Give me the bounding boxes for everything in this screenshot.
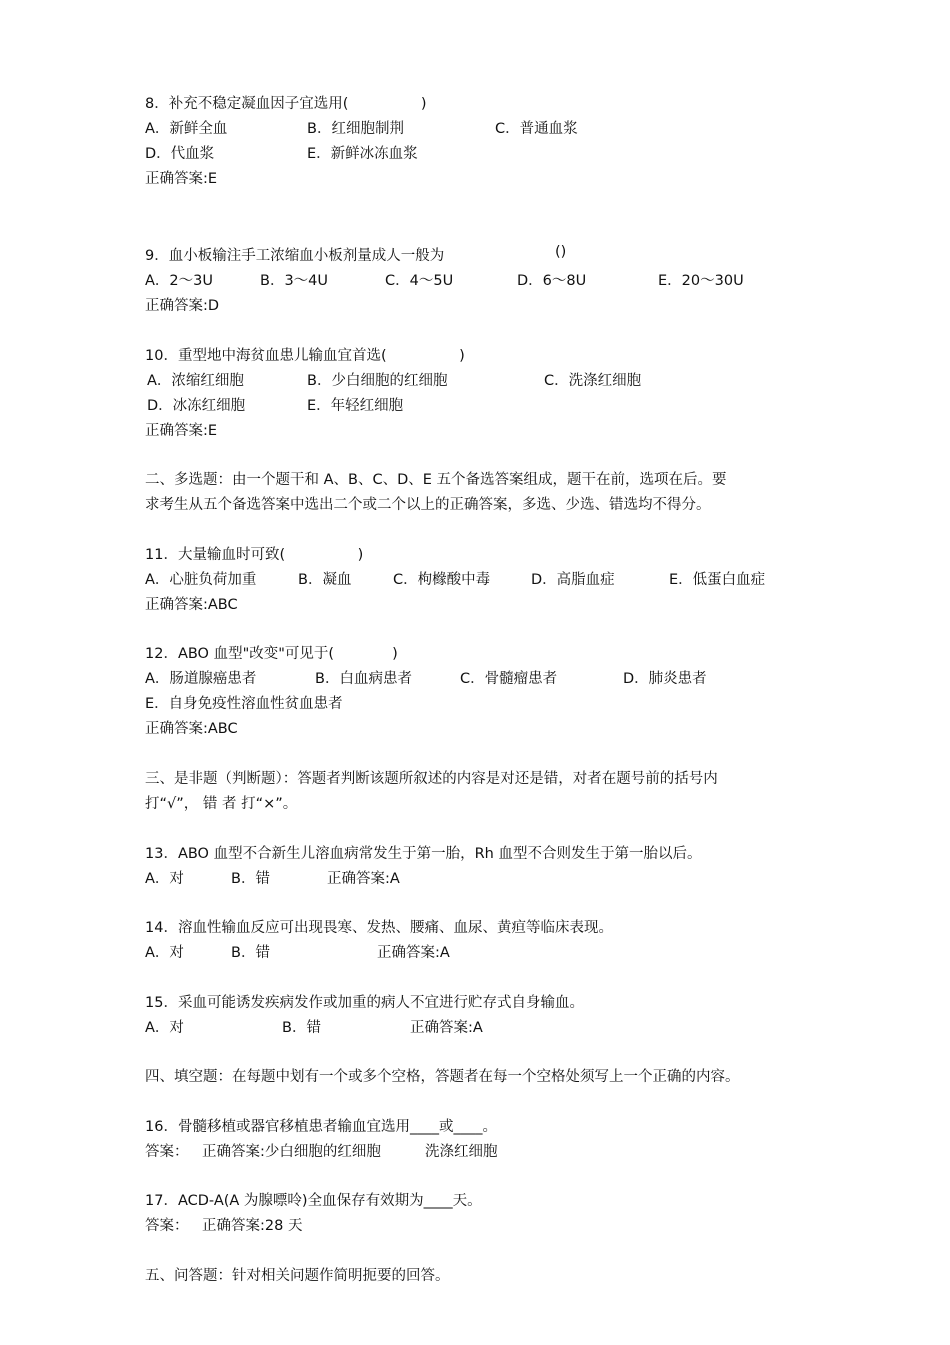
q11-option-a: A．心脏负荷加重 (145, 572, 257, 588)
section2-heading-line1: 二、多选题：由一个题干和 A、B、C、D、E 五个备选答案组成，题干在前，选项在后。要 (145, 472, 727, 488)
q13-option-b: B．错 (231, 871, 270, 887)
q17-answer-prefix: 答案： (145, 1218, 189, 1234)
q10-option-c: C．洗涤红细胞 (544, 373, 642, 389)
q11-stem: 11．大量输血时可致( ) (145, 547, 364, 563)
q17-stem: 17．ACD-A(A 为腺嘌呤)全血保存有效期为____天。 (145, 1193, 482, 1209)
q9-option-e: E．20～30U (658, 273, 744, 289)
q10-option-e: E．年轻红细胞 (307, 398, 404, 414)
q12-option-d: D．肺炎患者 (623, 671, 707, 687)
q10-answer: 正确答案:E (145, 423, 218, 439)
q12-option-c: C．骨髓瘤患者 (460, 671, 558, 687)
q9-option-c: C．4～5U (385, 273, 454, 289)
q9-paren: () (555, 244, 567, 260)
section3-heading-line1: 三、是非题（判断题）：答题者判断该题所叙述的内容是对还是错，对者在题号前的括号内 (145, 771, 718, 787)
q12-stem: 12．ABO 血型"改变"可见于( ) (145, 646, 398, 662)
q10-option-b: B．少白细胞的红细胞 (307, 373, 448, 389)
q14-option-b: B．错 (231, 945, 270, 961)
q8-answer: 正确答案:E (145, 171, 218, 187)
q8-stem: 8．补充不稳定凝血因子宜选用( ) (145, 96, 427, 112)
q16-stem: 16．骨髓移植或器官移植患者输血宜选用____或____。 (145, 1119, 497, 1135)
q10-option-a: A．浓缩红细胞 (147, 373, 244, 389)
q9-answer: 正确答案:D (145, 298, 220, 314)
q9-option-b: B．3～4U (260, 273, 329, 289)
q12-answer: 正确答案:ABC (145, 721, 238, 737)
q10-stem: 10．重型地中海贫血患儿输血宜首选( ) (145, 348, 465, 364)
q9-stem: 9．血小板输注手工浓缩血小板剂量成人一般为 (145, 248, 445, 264)
q9-option-a: A．2～3U (145, 273, 213, 289)
q12-option-b: B．白血病患者 (315, 671, 412, 687)
q8-option-d: D．代血浆 (145, 146, 215, 162)
section2-heading-line2: 求考生从五个备选答案中选出二个或二个以上的正确答案，多选、少选、错选均不得分。 (145, 497, 711, 513)
q11-option-c: C．枸橼酸中毒 (393, 572, 491, 588)
q8-option-a: A．新鲜全血 (145, 121, 228, 137)
section4-heading: 四、填空题：在每题中划有一个或多个空格，答题者在每一个空格处须写上一个正确的内容。 (145, 1069, 740, 1085)
q12-option-e: E．自身免疫性溶血性贫血患者 (145, 696, 343, 712)
q10-option-d: D．冰冻红细胞 (147, 398, 246, 414)
q14-stem: 14．溶血性输血反应可出现畏寒、发热、腰痛、血尿、黄疸等临床表现。 (145, 920, 613, 936)
q9-option-d: D．6～8U (517, 273, 587, 289)
q16-answer: 正确答案:少白细胞的红细胞 (202, 1144, 381, 1160)
q14-option-a: A．对 (145, 945, 184, 961)
q15-stem: 15．采血可能诱发疾病发作或加重的病人不宜进行贮存式自身输血。 (145, 995, 584, 1011)
q8-option-b: B．红细胞制荆 (307, 121, 404, 137)
q17-answer: 正确答案:28 天 (202, 1218, 303, 1234)
q13-answer: 正确答案:A (327, 871, 400, 887)
q15-answer: 正确答案:A (410, 1020, 483, 1036)
q8-option-e: E．新鲜冰冻血浆 (307, 146, 418, 162)
q11-answer: 正确答案:ABC (145, 597, 238, 613)
q13-option-a: A．对 (145, 871, 184, 887)
q11-option-e: E．低蛋白血症 (669, 572, 766, 588)
q15-option-b: B．错 (282, 1020, 321, 1036)
q12-option-a: A．肠道腺癌患者 (145, 671, 257, 687)
section3-heading-line2: 打“√”， 错 者 打“×”。 (145, 796, 298, 812)
section5-heading: 五、问答题：针对相关问题作简明扼要的回答。 (145, 1268, 450, 1284)
q16-answer-prefix: 答案： (145, 1144, 189, 1160)
q8-option-c: C．普通血浆 (495, 121, 578, 137)
q14-answer: 正确答案:A (377, 945, 450, 961)
q11-option-d: D．高脂血症 (531, 572, 615, 588)
q11-option-b: B．凝血 (298, 572, 352, 588)
q15-option-a: A．对 (145, 1020, 184, 1036)
q16-answer2: 洗涤红细胞 (425, 1144, 498, 1160)
q13-stem: 13．ABO 血型不合新生儿溶血病常发生于第一胎，Rh 血型不合则发生于第一胎以后。 (145, 846, 702, 862)
